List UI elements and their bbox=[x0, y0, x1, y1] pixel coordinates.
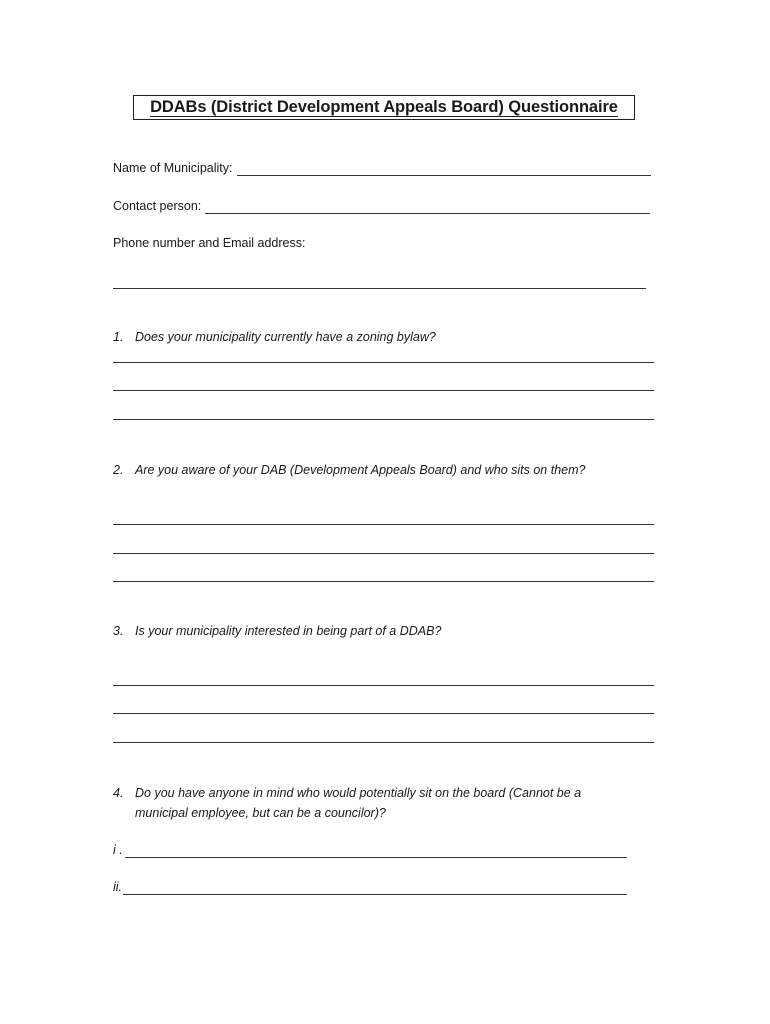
nominee-2-row bbox=[113, 879, 627, 895]
answer-3-line-2[interactable] bbox=[113, 713, 654, 714]
form-title bbox=[133, 95, 635, 120]
question-2-text: Are you aware of your DAB (Development Appeals Board) and who sits on them? bbox=[135, 463, 586, 477]
answer-3-line-3[interactable] bbox=[113, 742, 654, 743]
question-1 bbox=[113, 329, 436, 345]
municipality-input-line[interactable] bbox=[237, 163, 652, 176]
form-title-text: DDABs (District Development Appeals Board) Questionnaire bbox=[150, 98, 618, 116]
phone-email-input-line[interactable] bbox=[113, 288, 646, 289]
nominee-1-label: i . bbox=[113, 843, 123, 857]
answer-2-line-2[interactable] bbox=[113, 553, 654, 554]
answer-1-line-3[interactable] bbox=[113, 419, 654, 420]
municipality-field-row bbox=[113, 160, 651, 176]
contact-input-line[interactable] bbox=[205, 201, 650, 214]
nominee-1-input-line[interactable] bbox=[125, 845, 627, 858]
answer-1-line-2[interactable] bbox=[113, 390, 654, 391]
question-4-line-1 bbox=[113, 785, 581, 801]
answer-3-line-1[interactable] bbox=[113, 685, 654, 686]
nominee-2-input-line[interactable] bbox=[123, 882, 627, 895]
nominee-1-row bbox=[113, 842, 627, 858]
answer-2-line-3[interactable] bbox=[113, 581, 654, 582]
question-1-number: 1. bbox=[113, 330, 124, 344]
question-1-text: Does your municipality currently have a zoning bylaw? bbox=[135, 330, 436, 344]
contact-field-row bbox=[113, 198, 650, 214]
nominee-2-label: ii. bbox=[113, 880, 123, 894]
question-3-number: 3. bbox=[113, 624, 124, 638]
question-3-text: Is your municipality interested in being part of a DDAB? bbox=[135, 624, 442, 638]
question-3 bbox=[113, 623, 441, 639]
municipality-label: Name of Municipality: bbox=[113, 161, 233, 175]
question-4-text-line-2: municipal employee, but can be a councilor)? bbox=[135, 806, 386, 820]
phone-email-label: Phone number and Email address: bbox=[113, 236, 306, 250]
question-2-number: 2. bbox=[113, 463, 124, 477]
question-4-text-line-1: Do you have anyone in mind who would potentially sit on the board (Cannot be a bbox=[135, 786, 582, 800]
contact-label: Contact person: bbox=[113, 199, 202, 213]
answer-2-line-1[interactable] bbox=[113, 524, 654, 525]
question-2 bbox=[113, 462, 585, 478]
answer-1-line-1[interactable] bbox=[113, 362, 654, 363]
question-4-number: 4. bbox=[113, 786, 124, 800]
